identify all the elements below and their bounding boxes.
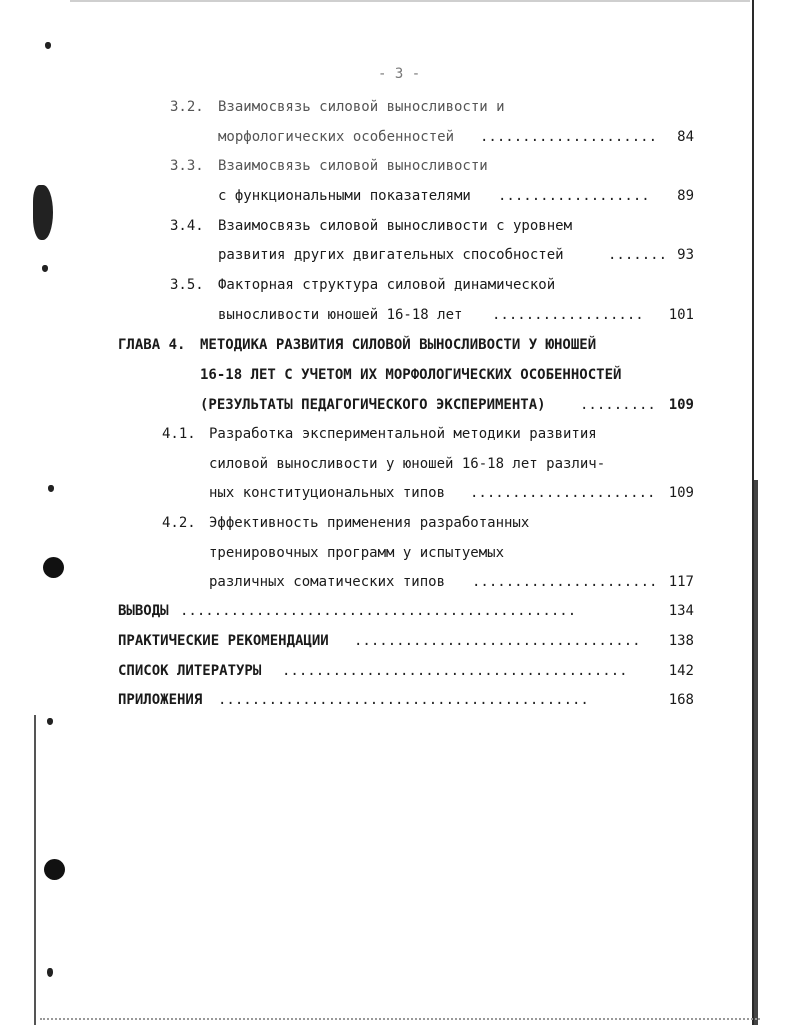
toc-entry-title: Взаимосвязь силовой выносливости	[218, 158, 488, 174]
toc-leader-dots: ...............................................	[180, 603, 577, 619]
toc-chapter-title: МЕТОДИКА РАЗВИТИЯ СИЛОВОЙ ВЫНОСЛИВОСТИ У ЮНОШЕЙ	[200, 337, 597, 353]
binder-hole	[43, 557, 64, 578]
scan-mark	[45, 42, 51, 49]
toc-entry-title: Факторная структура силовой динамической	[218, 277, 556, 293]
toc-entry-title: выносливости юношей 16-18 лет	[218, 307, 463, 323]
scan-mark	[48, 485, 54, 492]
toc-page-number: 89	[677, 188, 694, 204]
page-number: - 3 -	[378, 66, 421, 82]
toc-entry-title: развития других двигательных способностей	[218, 247, 564, 263]
toc-entry-title: Взаимосвязь силовой выносливости и	[218, 99, 505, 115]
scan-mark	[42, 265, 48, 272]
toc-leader-dots: ......................	[470, 485, 656, 501]
toc-page-number: 142	[668, 663, 694, 679]
toc-entry-title: с функциональными показателями	[218, 188, 471, 204]
toc-leader-dots: ..................	[498, 188, 650, 204]
toc-leader-dots: ..................................	[354, 633, 641, 649]
toc-leader-dots: ..................	[492, 307, 644, 323]
toc-entry-title: ных конституциональных типов	[209, 485, 446, 501]
page-left-edge	[34, 715, 36, 1025]
toc-chapter-title: 16-18 ЛЕТ С УЧЕТОМ ИХ МОРФОЛОГИЧЕСКИХ ОСОБЕННОСТЕЙ	[200, 367, 622, 383]
toc-leader-dots: .........................................	[282, 663, 628, 679]
toc-leader-dots: .......	[608, 247, 668, 263]
toc-entry-number: 3.5.	[170, 277, 204, 293]
toc-page-number: 117	[668, 574, 694, 590]
toc-section-title: ПРАКТИЧЕСКИЕ РЕКОМЕНДАЦИИ	[118, 633, 329, 649]
toc-entry-number: 3.2.	[170, 99, 204, 115]
toc-entry-title: Взаимосвязь силовой выносливости с уровнем	[218, 218, 573, 234]
toc-entry-title: Разработка экспериментальной методики развития	[209, 426, 597, 442]
toc-leader-dots: .....................	[480, 129, 658, 145]
page-right-edge-shadow	[754, 480, 758, 1025]
toc-page-number: 93	[677, 247, 694, 263]
toc-entry-number: 4.1.	[162, 426, 196, 442]
toc-page-number: 101	[668, 307, 694, 323]
toc-entry-title: тренировочных программ у испытуемых	[209, 545, 505, 561]
scan-mark	[47, 968, 53, 977]
toc-section-title: ПРИЛОЖЕНИЯ	[118, 692, 203, 708]
binder-hole	[44, 859, 65, 880]
toc-chapter-title: (РЕЗУЛЬТАТЫ ПЕДАГОГИЧЕСКОГО ЭКСПЕРИМЕНТА)	[200, 397, 546, 413]
toc-entry-number: 4.2.	[162, 515, 196, 531]
toc-entry-title: различных соматических типов	[209, 574, 446, 590]
toc-leader-dots: ............................................	[218, 692, 589, 708]
toc-page-number: 138	[668, 633, 694, 649]
toc-section-title: ВЫВОДЫ	[118, 603, 169, 619]
toc-page-number: 109	[668, 485, 694, 501]
toc-entry-title: Эффективность применения разработанных	[209, 515, 530, 531]
toc-page-number: 109	[668, 397, 694, 413]
toc-leader-dots: ......................	[472, 574, 658, 590]
toc-section-title: СПИСОК ЛИТЕРАТУРЫ	[118, 663, 262, 679]
scan-mark	[47, 718, 53, 725]
binder-clip-mark	[33, 185, 53, 240]
toc-chapter-number: ГЛАВА 4.	[118, 337, 186, 353]
toc-entry-title: морфологических особенностей	[218, 129, 455, 145]
scan-noise	[40, 1018, 760, 1023]
toc-entry-number: 3.4.	[170, 218, 204, 234]
toc-entry-title: силовой выносливости у юношей 16-18 лет различ-	[209, 456, 606, 472]
toc-entry-number: 3.3.	[170, 158, 204, 174]
toc-leader-dots: .........	[580, 397, 656, 413]
toc-page-number: 134	[668, 603, 694, 619]
toc-page-number: 168	[668, 692, 694, 708]
top-rule	[70, 0, 750, 2]
toc-page-number: 84	[677, 129, 694, 145]
